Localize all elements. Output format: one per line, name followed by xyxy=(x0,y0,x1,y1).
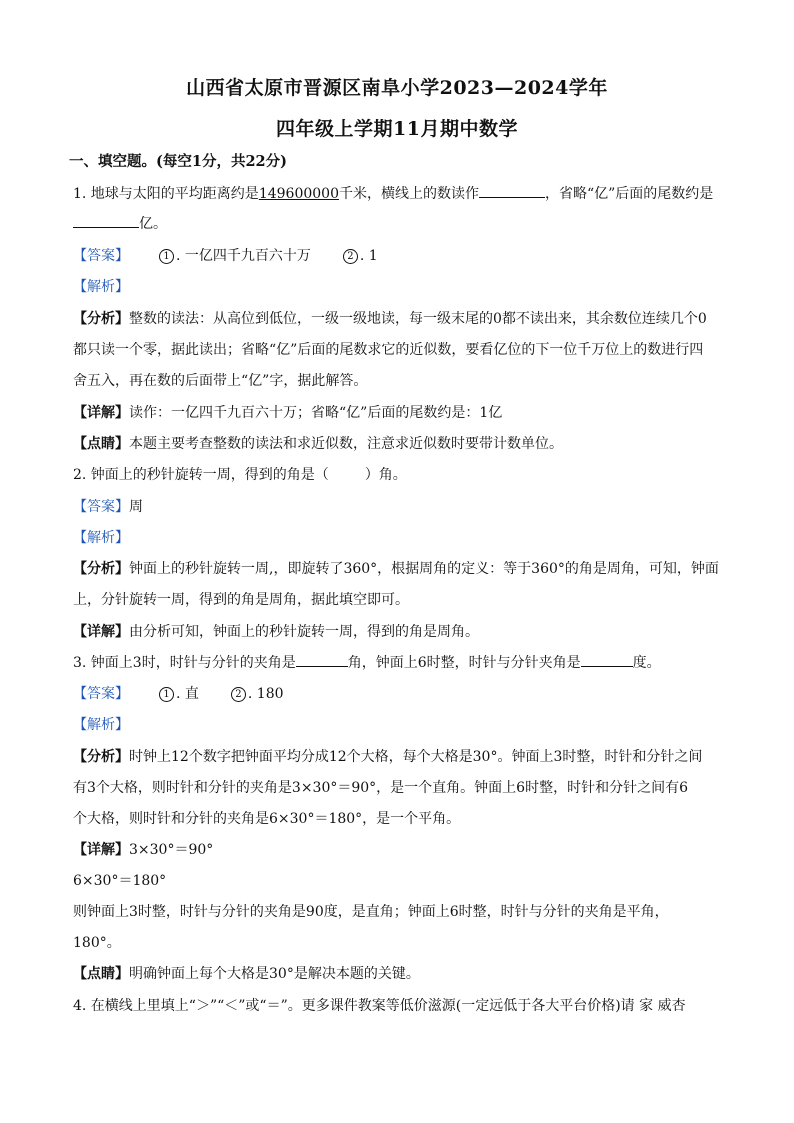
q1-jiexi-tag: 【解析】 xyxy=(73,279,129,295)
q1-fenxi-2: 都只读一个零，据此读出；省略“亿”后面的尾数求它的近似数，要看亿位的下一位千万位上的数进行四 xyxy=(73,342,704,358)
q3-dianjing-tag: 【点睛】 xyxy=(73,966,129,982)
q3-answer-2: . 180 xyxy=(247,686,284,702)
q3-xiangjie-4: 180°。 xyxy=(73,935,121,951)
q1-fenxi-3: 舍五入，再在数的后面带上“亿”字，据此解答。 xyxy=(73,373,368,389)
q4-stem: 4. 在横线上里填上“＞”“＜”或“＝”。更多课件教案等低价滋源(一定远低于各大平台价格)请 家 威杏 xyxy=(73,998,686,1014)
q2-fenxi-tag: 【分析】 xyxy=(73,561,129,577)
doc-title-line1: 山西省太原市晋源区南阜小学2023—2024学年 xyxy=(186,77,608,99)
q3-answer xyxy=(73,683,284,703)
q2-fenxi-1 xyxy=(73,558,719,578)
q2-xiangjie-text: 由分析可知，钟面上的秒针旋转一周，得到的角是周角。 xyxy=(129,624,479,640)
q1-dianjing xyxy=(73,433,563,453)
q3-fenxi-3: 个大格，则时针和分针的夹角是6×30°＝180°，是一个平角。 xyxy=(73,811,461,827)
circled-1-icon: 1 xyxy=(159,687,174,702)
q2-xiangjie-tag: 【详解】 xyxy=(73,624,129,640)
q2-answer-tag: 【答案】 xyxy=(73,499,129,515)
circled-2-icon: 2 xyxy=(343,249,358,264)
q3-xiangjie-2: 6×30°＝180° xyxy=(73,873,167,889)
q3-fenxi-tag: 【分析】 xyxy=(73,749,129,765)
q1-underlined-number: 149600000 xyxy=(258,186,339,202)
q1-fenxi-tag: 【分析】 xyxy=(73,311,129,327)
q1-text-b: 千米，横线上的数读作 xyxy=(338,186,479,202)
q1-text-d: 亿。 xyxy=(139,216,167,232)
q3-xiangjie-3: 则钟面上3时整，时针与分针的夹角是90度，是直角；钟面上6时整，时针与分针的夹角是平角， xyxy=(73,904,669,920)
q2-fenxi-l1: 钟面上的秒针旋转一周,，即旋转了360°，根据周角的定义：等于360°的角是周角，可知，钟面 xyxy=(129,561,719,577)
q3-answer-1: . 直 xyxy=(176,686,199,702)
q3-dianjing xyxy=(73,963,420,983)
q3-xiangjie-l1: 3×30°＝90° xyxy=(129,842,214,858)
q1-fenxi-1 xyxy=(73,308,707,328)
q3-blank-2[interactable] xyxy=(581,652,633,667)
q1-answer-2: . 1 xyxy=(359,248,378,264)
q1-text-c: ，省略“亿”后面的尾数约是 xyxy=(544,186,714,202)
q2-answer-text: 周 xyxy=(129,499,143,515)
q3-xiangjie-1 xyxy=(73,839,213,859)
q3-jiexi xyxy=(73,714,129,734)
q3-blank-1[interactable] xyxy=(296,652,348,667)
q2-jiexi-tag: 【解析】 xyxy=(73,530,129,546)
q1-jiexi xyxy=(73,276,129,296)
q1-stem xyxy=(73,183,713,203)
q1-answer-tag: 【答案】 xyxy=(73,248,129,264)
q1-text-a: 1. 地球与太阳的平均距离约是 xyxy=(73,186,259,202)
doc-title-line2: 四年级上学期11月期中数学 xyxy=(276,118,518,140)
circled-1-icon: 1 xyxy=(159,249,174,264)
q2-fenxi-2: 上，分针旋转一周，得到的角是周角，据此填空即可。 xyxy=(73,592,409,608)
q1-blank-2[interactable] xyxy=(73,213,139,228)
q1-xiangjie-text: 读作：一亿四千九百六十万；省略“亿”后面的尾数约是：1亿 xyxy=(129,405,503,421)
q3-fenxi-2: 有3个大格，则时针和分针的夹角是3×30°＝90°，是一个直角。钟面上6时整，时针和分针之间有6 xyxy=(73,780,688,796)
q1-stem-cont xyxy=(73,213,167,233)
q1-blank-1[interactable] xyxy=(479,183,545,198)
q3-jiexi-tag: 【解析】 xyxy=(73,717,129,733)
q3-text-c: 度。 xyxy=(632,655,661,671)
q2-answer xyxy=(73,496,143,516)
circled-2-icon: 2 xyxy=(231,687,246,702)
q3-text-a: 3. 钟面上3时，时针与分针的夹角是 xyxy=(73,655,296,671)
section-heading: 一、填空题。(每空1分，共22分) xyxy=(69,153,287,170)
q1-dianjing-tag: 【点睛】 xyxy=(73,436,129,452)
q2-stem xyxy=(73,464,407,484)
q1-dianjing-text: 本题主要考查整数的读法和求近似数，注意求近似数时要带计数单位。 xyxy=(129,436,563,452)
q3-fenxi-1 xyxy=(73,746,702,766)
q1-answer-1: . 一亿四千九百六十万 xyxy=(176,248,311,264)
q3-xiangjie-tag: 【详解】 xyxy=(73,842,129,858)
q2-xiangjie xyxy=(73,621,479,641)
q2-jiexi xyxy=(73,527,129,547)
q1-xiangjie-tag: 【详解】 xyxy=(73,405,129,421)
q3-text-b: 角，钟面上6时整，时针与分针夹角是 xyxy=(347,655,581,671)
q1-answer xyxy=(73,245,378,265)
q1-xiangjie xyxy=(73,402,502,422)
q3-fenxi-l1: 时钟上12个数字把钟面平均分成12个大格，每个大格是30°。钟面上3时整，时针和分针之间 xyxy=(129,749,703,765)
q3-stem xyxy=(73,652,661,672)
q3-dianjing-text: 明确钟面上每个大格是30°是解决本题的关键。 xyxy=(129,966,420,982)
q2-text-a: 2. 钟面上的秒针旋转一周，得到的角是（ xyxy=(73,467,329,483)
q1-fenxi-l1: 整数的读法：从高位到低位，一级一级地读，每一级末尾的0都不读出来，其余数位连续几个0 xyxy=(129,311,707,327)
q2-text-b: ）角。 xyxy=(364,467,407,483)
q3-answer-tag: 【答案】 xyxy=(73,686,129,702)
